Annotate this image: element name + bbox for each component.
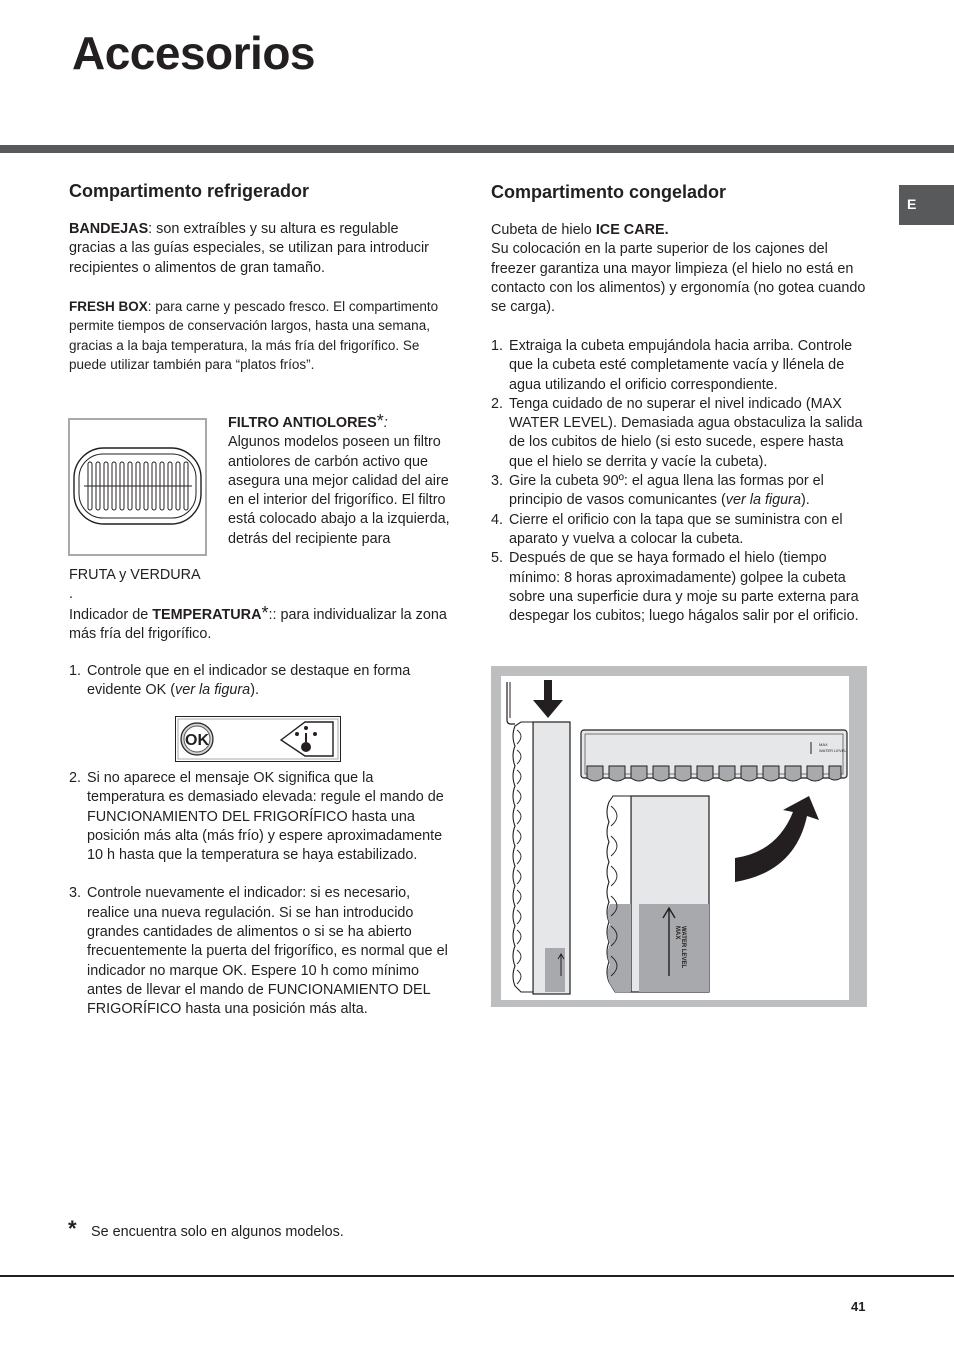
page-number: 41 [851, 1299, 866, 1314]
step-text: Controle nuevamente el indicador: si es necesario, realice una nueva regulación. Si se han introducido grandes cantidades de alimentos o si se ha abierto frecuentemente la puerta del frigorífico, es normal que el indicador no marque OK. Espere 10 h como mínimo antes de llevar el mando de FUNCIONAMIENTO DEL FRIGORÍFICO hasta una posición más alta. [87, 885, 448, 1018]
filter-colon: : [383, 415, 388, 431]
step-text: Si no aparece el mensaje OK significa que la temperatura es demasiado elevada: regule el mando de FUNCIONAMIENTO DEL FRIGORÍFICO hasta una posición más alta (más frío) y espere aproximadamente 10 h hasta que la temperatura se haya estabilizado. [87, 770, 444, 864]
indicator-step-1 [69, 662, 447, 701]
ice-intro-text: Su colocación en la parte superior de los cajones del freezer garantiza una mayor limpieza (el hielo no está en contacto con los alimentos) y ergonomía (no gotea cuando se carga). [491, 241, 866, 316]
upright-tray-water-label: WATER LEVEL [680, 926, 686, 969]
list-item [69, 884, 449, 1019]
header-rule [0, 145, 954, 153]
step-text: Cierre el orificio con la tapa que se suministra con el aparato y vuelva a colocar la cubeta. [509, 511, 843, 547]
step-italic: ver la figura [725, 492, 801, 509]
step-text: Tenga cuidado de no superar el nivel indicado (MAX WATER LEVEL). Demasiada agua obstaculiza la salida de los cubitos de hielo (si esto sucede, espere hasta que el hielo se derrita y vacíe la cubeta). [509, 395, 863, 470]
indicator-term: TEMPERATURA [152, 607, 262, 623]
list-item [69, 662, 447, 701]
freshbox-paragraph [69, 297, 441, 374]
step-text: Después de que se haya formado el hielo (tiempo mínimo: 8 horas aproximadamente) golpee la cubeta sobre una superficie dura y moje su parte externa para despegar los cubitos; luego hágalos salir por el orificio. [509, 550, 859, 625]
language-tab: E [899, 185, 954, 225]
ok-indicator-label: OK [185, 732, 209, 749]
indicator-star: * [261, 603, 269, 623]
step-number: 2. [69, 770, 82, 786]
ice-tray-illustration [501, 676, 849, 1000]
step-italic: ver la figura [175, 682, 251, 699]
horizontal-tray-max-label: MAX [819, 742, 828, 747]
indicator-paragraph [69, 604, 449, 645]
list-item [491, 549, 871, 626]
ice-care-steps [491, 337, 871, 626]
filter-continuation: FRUTA y VERDURA [69, 567, 201, 583]
footer-rule [0, 1275, 954, 1277]
ice-tray-figure [491, 666, 867, 1007]
freshbox-text: : para carne y pescado fresco. El compartimento permite tiempos de conservación largos, hasta una semana, gracias a la baja temperatura, la más fría del frigorífico. Se puede utilizar también para “platos fríos”. [69, 299, 439, 372]
bandejas-term: BANDEJAS [69, 221, 149, 237]
indicator-steps-2-3 [69, 769, 449, 1020]
ice-intro-prefix: Cubeta de hielo [491, 222, 596, 238]
odor-filter-illustration [70, 420, 205, 554]
ice-tray-figure-panel [501, 676, 849, 1000]
footnote-text: Se encuentra solo en algunos modelos. [91, 1224, 344, 1240]
ice-intro-term: ICE CARE. [595, 222, 669, 238]
refrigerator-heading: Compartimento refrigerador [69, 181, 310, 201]
footnote-star: * [68, 1216, 77, 1241]
filter-paragraph [228, 412, 450, 549]
list-item [491, 395, 871, 472]
list-item [491, 472, 871, 511]
step-number: 3. [491, 473, 504, 490]
list-item [491, 511, 871, 550]
list-item [69, 769, 449, 865]
temperature-indicator-illustration [175, 716, 341, 762]
step-number: 5. [491, 550, 504, 567]
indicator-prefix: Indicador de [69, 607, 153, 623]
page-title: Accesorios [72, 27, 316, 79]
ice-care-intro [491, 221, 869, 317]
temperature-indicator-figure [175, 716, 341, 762]
step-number: 1. [69, 663, 82, 679]
step-number: 1. [491, 338, 504, 354]
list-item [491, 337, 871, 395]
step-text: Controle que en el indicador se destaque en forma evidente OK ( [87, 663, 411, 699]
step-number: 4. [491, 511, 504, 528]
freshbox-term: FRESH BOX [69, 299, 148, 314]
freezer-heading: Compartimento congelador [491, 182, 727, 202]
bandejas-paragraph [69, 220, 439, 278]
filter-text: Algunos modelos poseen un filtro antiolores de carbón activo que asegura una mejor calidad del aire en el interior del frigorífico. El filtro está colocado abajo a la izquierda, detrás del recipiente para [228, 434, 450, 547]
step-text: Extraiga la cubeta empujándola hacia arriba. Controle que la cubeta esté completamente vacía y llénela de agua utilizando el orificio correspondiente. [509, 338, 853, 393]
horizontal-tray-water-label: WATER LEVEL [819, 748, 847, 753]
odor-filter-figure [68, 418, 207, 556]
indicator-text: :: para individualizar la zona más fría del frigorífico. [69, 607, 447, 643]
filter-dot: . [69, 586, 73, 602]
step-end: ). [250, 682, 259, 699]
filter-star: * [376, 411, 384, 431]
step-number: 3. [69, 885, 82, 902]
upright-tray-max-label: MAX [674, 926, 680, 940]
filter-term: FILTRO ANTIOLORES [228, 415, 377, 431]
step-text: Gire la cubeta 90º: el agua llena las formas por el principio de vasos comunicantes ( [509, 473, 824, 509]
step-number: 2. [491, 395, 504, 412]
bandejas-text: : son extraíbles y su altura es regulable gracias a las guías especiales, se utilizan para introducir recipientes o alimentos de gran tamaño. [69, 221, 429, 276]
step-end: ). [800, 492, 810, 509]
